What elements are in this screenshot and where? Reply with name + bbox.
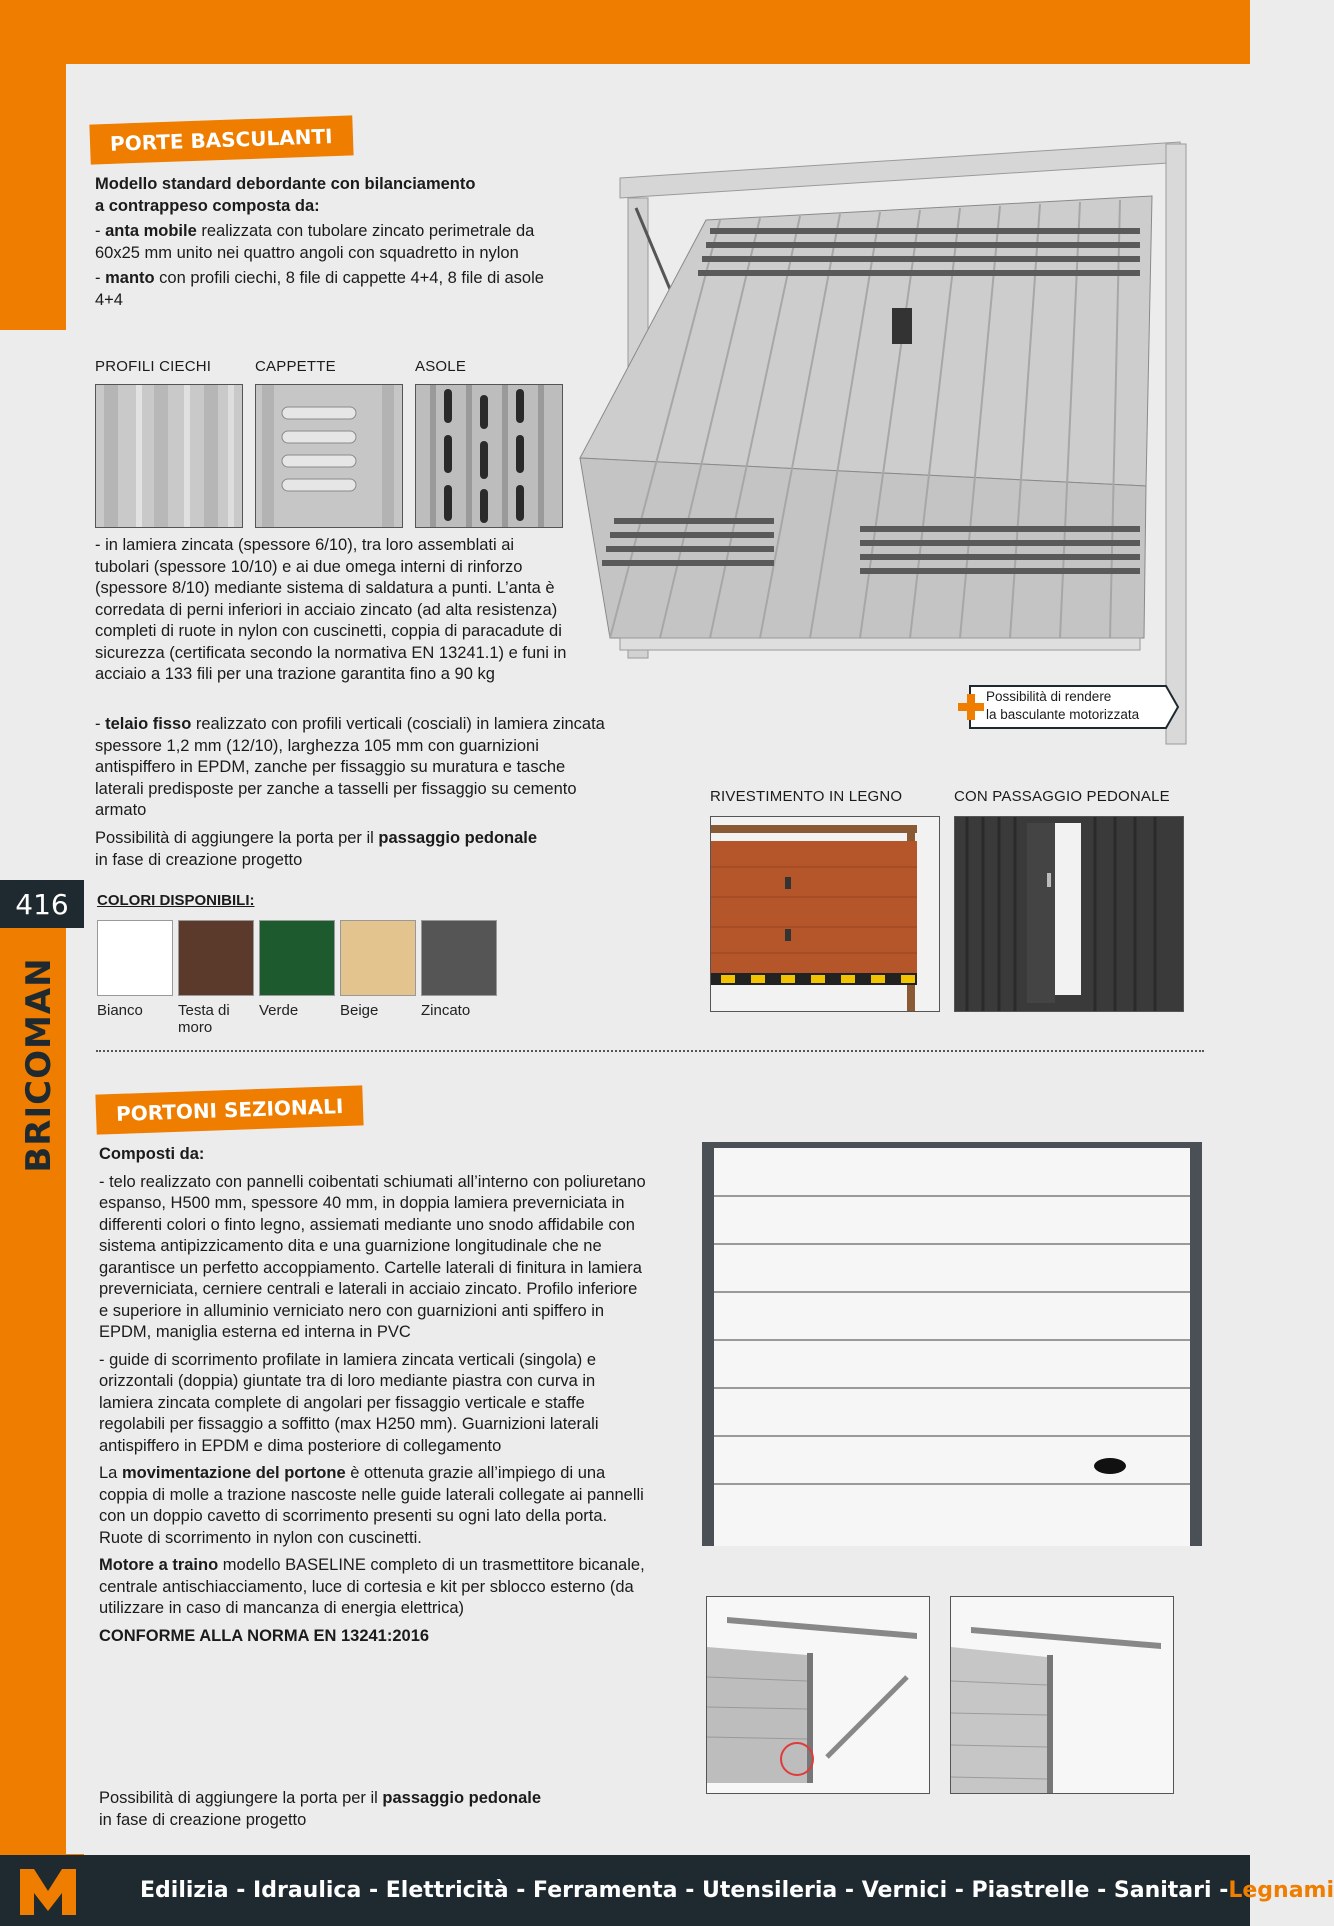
bricoman-m-logo xyxy=(20,1865,76,1915)
swatch-verde xyxy=(259,920,335,996)
pedonale-post: in fase di creazione progetto xyxy=(95,850,303,869)
variant-label-legno: RIVESTIMENTO IN LEGNO xyxy=(710,788,903,805)
sezionale-door-image xyxy=(696,1138,1208,1548)
sez-pedonale-pre: Possibilità di aggiungere la porta per il xyxy=(99,1789,383,1807)
top-orange-bar xyxy=(0,0,1250,64)
brand-name: BRICOMAN xyxy=(19,957,59,1173)
footer-categories-text: Edilizia - Idraulica - Elettricità - Ferramenta - Utensileria - Vernici - Piastrelle - Sanitari - xyxy=(140,1878,1229,1903)
basculanti-pedonale-note xyxy=(95,828,615,871)
sez-pedonale-post: in fase di creazione progetto xyxy=(99,1810,307,1829)
swatch-zincato xyxy=(421,920,497,996)
manto-paragraph: - manto con profili ciechi, 8 file di cappette 4+4, 8 file di asole 4+4 xyxy=(95,269,544,309)
movimentazione-paragraph xyxy=(99,1463,651,1549)
sezionali-text xyxy=(99,1144,651,1653)
sez-pedonale-bold: passaggio pedonale xyxy=(382,1789,542,1807)
swatch-beige xyxy=(340,920,416,996)
mov-pre: La xyxy=(99,1464,122,1482)
profile-image-asole xyxy=(415,384,563,528)
swatch-label-verde: Verde xyxy=(259,1002,299,1019)
profile-label-asole: ASOLE xyxy=(415,358,467,375)
telo-paragraph: - telo realizzato con pannelli coibentati schiumati all’interno con poliuretano espanso, H500 mm, spessore 40 mm, in doppia lamiera preverniciata in differenti colori o finto legno, assiemati mediante uno snodo affidabile con sistema antipizzicamento dita e una guarnizione longitudinale che ne garantisce un perfetto accoppiamento. Cartelle laterali di finitura in lamiera preverniciata, cerniere centrali e laterali in acciaio zincato. Profilo inferiore e superiore in alluminio verniciato nero con guarnizioni anti spiffero in EPDM, maniglia esterna ed interna in PVC xyxy=(99,1172,646,1341)
basculante-door-illustration xyxy=(580,138,1200,758)
motorizzata-callout xyxy=(958,684,1180,730)
basculante-door-image xyxy=(580,138,1200,758)
sezionale-detail-2-illustration xyxy=(951,1597,1173,1793)
section-divider xyxy=(96,1050,1204,1052)
anta-bold: anta mobile xyxy=(105,222,197,240)
sezionale-door-illustration xyxy=(696,1138,1208,1548)
profile-label-cappette: CAPPETTE xyxy=(255,358,336,375)
mov-bold: movimentazione del portone xyxy=(121,1464,346,1482)
swatch-label-bianco: Bianco xyxy=(97,1002,143,1019)
anta-text: realizzata con tubolare zincato perimetrale da 60x25 mm unito nei quattro angoli con squadretto in nylon xyxy=(95,222,535,262)
motore-paragraph xyxy=(99,1555,651,1620)
intro-line2: a contrappeso composta da: xyxy=(95,196,320,215)
profile-cappette-illustration xyxy=(256,385,402,527)
left-orange-bar-top xyxy=(0,0,66,330)
conforme-norma: CONFORME ALLA NORMA EN 13241:2016 xyxy=(99,1626,430,1645)
brand-vertical xyxy=(14,955,64,1175)
callout-line2: la basculante motorizzata xyxy=(986,707,1140,722)
page-number: 416 xyxy=(0,880,84,928)
variant-label-pedonale: CON PASSAGGIO PEDONALE xyxy=(954,788,1170,805)
composti-label: Composti da: xyxy=(99,1145,205,1163)
intro-line1: Modello standard debordante con bilanciamento xyxy=(95,175,476,193)
swatch-bianco xyxy=(97,920,173,996)
telaio-bold: telaio fisso xyxy=(105,715,192,733)
footer-bar xyxy=(0,1855,1334,1926)
telaio-paragraph: - telaio fisso realizzato con profili verticali (cosciali) in lamiera zincata spessore 1,2 mm (12/10), larghezza 105 mm con guarnizioni antispiffero in EPDM, zanche per fissaggio su muratura e tasche laterali predisposte per zanche a tasselli per fissaggio su cemento armato xyxy=(95,715,605,819)
profile-image-cappette xyxy=(255,384,403,528)
telaio-text: realizzato con profili verticali (cosciali) in lamiera zincata spessore 1,2 mm (12/10), larghezza 105 mm con guarnizioni antispiffero in EPDM, zanche per fissaggio su muratura e tasche laterali predisposte per zanche a tasselli per fissaggio su cemento armato xyxy=(95,715,605,819)
swatch-label-testa-di-moro: Testa di moro xyxy=(178,1002,230,1036)
variant-legno-illustration xyxy=(711,817,939,1011)
sezionale-detail-image-2 xyxy=(950,1596,1174,1794)
variant-image-legno xyxy=(710,816,940,1012)
swatch-label-zincato: Zincato xyxy=(421,1002,471,1019)
profile-asole-illustration xyxy=(416,385,562,527)
pedonale-bold: passaggio pedonale xyxy=(378,829,538,847)
profile-ciechi-illustration xyxy=(96,385,242,527)
swatch-testa-di-moro xyxy=(178,920,254,996)
lamiera-paragraph: - in lamiera zincata (spessore 6/10), tra loro assemblati ai tubolari (spessore 10/10) e ai due omega interni di rinforzo (spessore 8/10) mediante sistema di saldatura a punti. L’anta è corredata di perni inferiori in acciaio zincato (ad alta resistenza) completi di ruote in nylon con cuscinetti, coppia di paracadute di sicurezza (certificata secondo la normativa EN 13241.1) e funi in acciaio a 133 fili per una trazione garantita fino a 90 kg xyxy=(95,536,567,683)
guide-paragraph: - guide di scorrimento profilate in lamiera zincata verticali (singola) e orizzontali (doppia) giuntate tra di loro mediante piastra con curva in lamiera zincata complete di angolari per fissaggio verticale e staffe regolabili per fissaggio a soffitto (max H250 mm). Guarnizioni laterali antispiffero in EPDM e dima posteriore di collegamento xyxy=(99,1350,599,1455)
callout-text xyxy=(986,688,1139,724)
color-swatches xyxy=(97,920,517,1040)
profile-image-ciechi xyxy=(95,384,243,528)
mov-text: è ottenuta grazie all’impiego di una coppia di molle a trazione nascoste nelle guide laterali collegate ai pannelli con un doppio cavetto di scorrimento presenti su ogni lato della porta. Ruote di scorrimento in nylon con cuscinetti. xyxy=(99,1464,644,1547)
motore-bold: Motore a traino xyxy=(99,1556,219,1574)
section-title-basculanti: PORTE BASCULANTI xyxy=(89,115,353,164)
colors-title: COLORI DISPONIBILI: xyxy=(97,892,255,909)
sezionale-detail-image-1 xyxy=(706,1596,930,1794)
manto-bold: manto xyxy=(105,269,155,287)
basculanti-intro xyxy=(95,174,555,311)
variant-pedonale-illustration xyxy=(955,817,1183,1011)
profile-label-ciechi: PROFILI CIECHI xyxy=(95,358,212,375)
motore-text: modello BASELINE completo di un trasmettitore bicanale, centrale antischiacciamento, luce di cortesia e kit per sblocco esterno (da utilizzare in caso di mancanza di energia elettrica) xyxy=(99,1556,645,1617)
callout-line1: Possibilità di rendere xyxy=(986,689,1112,704)
section-title-sezionali: PORTONI SEZIONALI xyxy=(95,1085,364,1134)
anta-paragraph: - anta mobile realizzata con tubolare zincato perimetrale da 60x25 mm unito nei quattro angoli con squadretto in nylon xyxy=(95,222,535,262)
sezionale-detail-1-illustration xyxy=(707,1597,929,1793)
footer-categories xyxy=(140,1855,1334,1926)
swatch-label-beige: Beige xyxy=(340,1002,379,1019)
variant-image-pedonale xyxy=(954,816,1184,1012)
manto-text: con profili ciechi, 8 file di cappette 4+4, 8 file di asole 4+4 xyxy=(95,269,544,309)
sezionali-pedonale-note xyxy=(99,1788,651,1831)
footer-highlight: Legnami xyxy=(1228,1878,1334,1903)
pedonale-pre: Possibilità di aggiungere la porta per il xyxy=(95,829,379,847)
